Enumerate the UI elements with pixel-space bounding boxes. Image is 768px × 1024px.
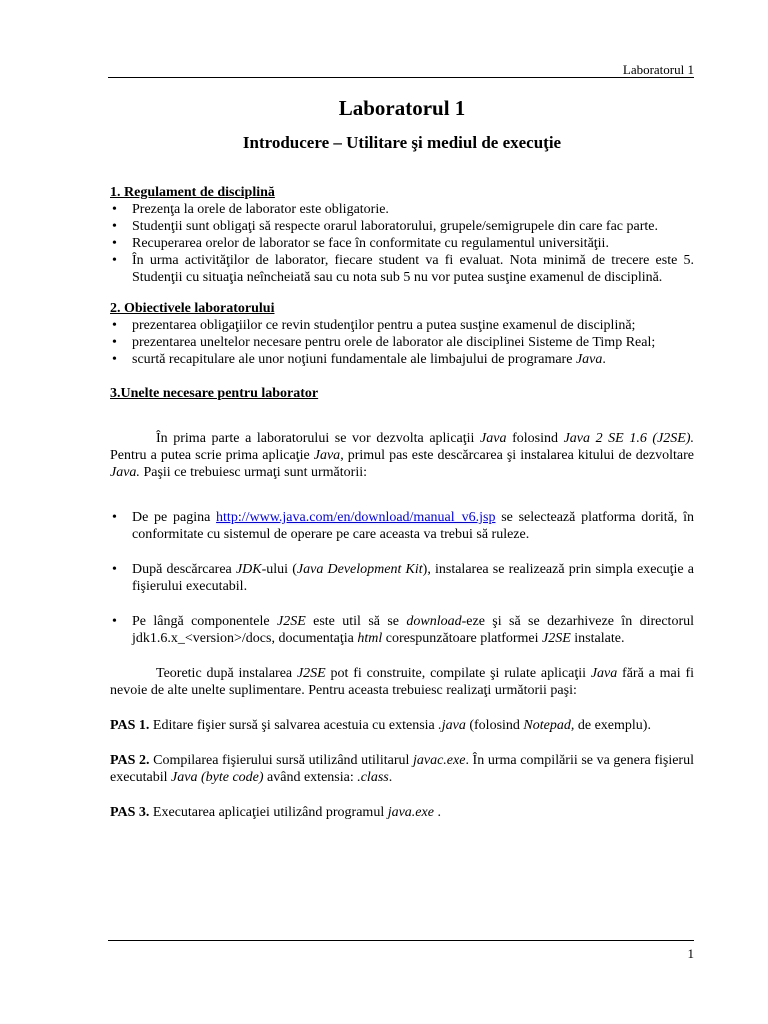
page-subtitle: Introducere – Utilitare şi mediul de execuţie — [242, 133, 562, 152]
page-number: 1 — [687, 946, 694, 961]
emphasis: Java — [590, 666, 618, 681]
text: Paşii ce trebuiesc urmaţi sunt următorii: — [139, 465, 367, 480]
text: -ului ( — [261, 562, 297, 577]
emphasis: html — [357, 631, 383, 646]
text: de exemplu). — [574, 718, 651, 733]
text: Compilarea fişierului sursă utilizând utilitarul — [149, 753, 413, 768]
list-item — [110, 351, 694, 368]
text: Pentru a putea scrie prima aplicaţie — [110, 448, 314, 463]
step-label: PAS 2. — [110, 753, 150, 768]
emphasis: J2SE — [542, 631, 571, 646]
emphasis: Java 2 SE 1.6 (J2SE). — [563, 431, 695, 446]
text: După descărcarea — [132, 562, 236, 577]
text: Teoretic după instalarea — [156, 666, 297, 681]
step-label: PAS 1. — [110, 718, 150, 733]
text: este util să se — [305, 614, 407, 629]
item-text: scurtă recapitulare ale unor noţiuni fundamentale ale limbajului de programare — [132, 352, 576, 367]
section3-intro — [110, 430, 694, 481]
step-1-paragraph — [110, 717, 694, 734]
emphasis: Java — [313, 448, 341, 463]
text: având extensia: — [263, 770, 358, 785]
emphasis: download — [406, 614, 462, 629]
text: (folosind — [465, 718, 524, 733]
text: folosind — [506, 431, 564, 446]
emphasis: .java — [438, 718, 466, 733]
footer-rule — [108, 940, 694, 941]
page-title: Laboratorul 1 — [338, 96, 466, 120]
emphasis: .class — [357, 770, 389, 785]
list-item: • În urma activităţilor de laborator, fiecare student va fi evaluat. Nota minimă de trecere este 5. Studenţii cu situaţia neîncheiată sau cu nota sub 5 nu vor putea susţine examenul de disciplină. — [110, 252, 694, 286]
section2-list — [110, 317, 694, 368]
text: -eze şi să se dezarhiveze în directorul jdk1.6.x_<version>/docs, documentaţia — [132, 614, 694, 646]
list-item: • Studenţii sunt obligaţi să respecte orarul laboratorului, grupele/semigrupele din care fac parte. — [110, 218, 694, 235]
text: Pe lângă componentele — [132, 614, 277, 629]
emphasis: java.exe — [387, 805, 434, 820]
list-item — [110, 509, 694, 543]
item-emphasis: Java — [575, 352, 603, 367]
step-2-paragraph — [110, 752, 694, 786]
text: se selectează platforma dorită, în conformitate cu sistemul de operare pe care aceasta va trebui să ruleze. — [132, 510, 694, 542]
text: Executarea aplicaţiei utilizând programul — [149, 805, 388, 820]
text: . — [388, 770, 393, 785]
list-item — [110, 561, 694, 595]
text: pot fi construite, compilate şi rulate aplicaţii — [325, 666, 591, 681]
emphasis: J2SE — [296, 666, 326, 681]
step-label: PAS 3. — [110, 805, 150, 820]
emphasis: javac.exe — [412, 753, 466, 768]
section1-heading: 1. Regulament de disciplină — [110, 185, 275, 200]
text: . În urma compilării se va genera fişierul executabil — [110, 753, 694, 785]
text: ), instalarea se realizează prin simpla execuţie a fişierului executabil. — [132, 562, 694, 594]
list-item: • Recuperarea orelor de laborator se face în conformitate cu regulamentul universităţii. — [110, 235, 694, 252]
theory-paragraph — [110, 665, 694, 699]
step-3-paragraph — [110, 804, 694, 821]
text: corespunzătoare platformei — [382, 631, 543, 646]
emphasis: Java — [480, 431, 507, 446]
emphasis: Java (byte code) — [171, 770, 264, 785]
text: Editare fişier sursă şi salvarea acestuia cu extensia — [149, 718, 439, 733]
list-item — [110, 613, 694, 647]
section2-heading: 2. Obiectivele laboratorului — [110, 301, 275, 316]
emphasis: Java. — [110, 465, 140, 480]
text: De pe pagina — [132, 510, 217, 525]
text: . — [433, 805, 441, 820]
emphasis: J2SE — [276, 614, 306, 629]
emphasis: JDK — [235, 562, 262, 577]
list-item: • prezentarea uneltelor necesare pentru orele de laborator ale disciplinei Sisteme de Timp Real; — [110, 334, 694, 351]
list-item: • Prezenţa la orele de laborator este obligatorie. — [110, 201, 694, 218]
section1-list — [110, 201, 694, 286]
section3-heading: 3.Unelte necesare pentru laborator — [110, 386, 319, 401]
header-rule — [108, 77, 694, 78]
text: , primul pas este descărcarea şi instalarea kitului de dezvoltare — [340, 448, 694, 463]
download-link[interactable]: http://www.java.com/en/download/manual_v6.jsp — [216, 510, 496, 525]
text: fără a mai fi nevoie de alte unelte suplimentare. Pentru aceasta trebuiesc realizaţi următorii paşi: — [110, 666, 694, 698]
text: instalate. — [570, 631, 625, 646]
list-item: • prezentarea obligaţiilor ce revin studenţilor pentru a putea susţine examenul de disciplină; — [110, 317, 694, 334]
section3-steps-list — [110, 509, 694, 647]
text: În prima parte a laboratorului se vor dezvolta aplicaţii — [156, 431, 481, 446]
item-text: . — [602, 352, 606, 367]
emphasis: Java Development Kit — [296, 562, 423, 577]
running-header: Laboratorul 1 — [622, 62, 694, 77]
emphasis: Notepad, — [523, 718, 575, 733]
page-content — [110, 94, 694, 821]
